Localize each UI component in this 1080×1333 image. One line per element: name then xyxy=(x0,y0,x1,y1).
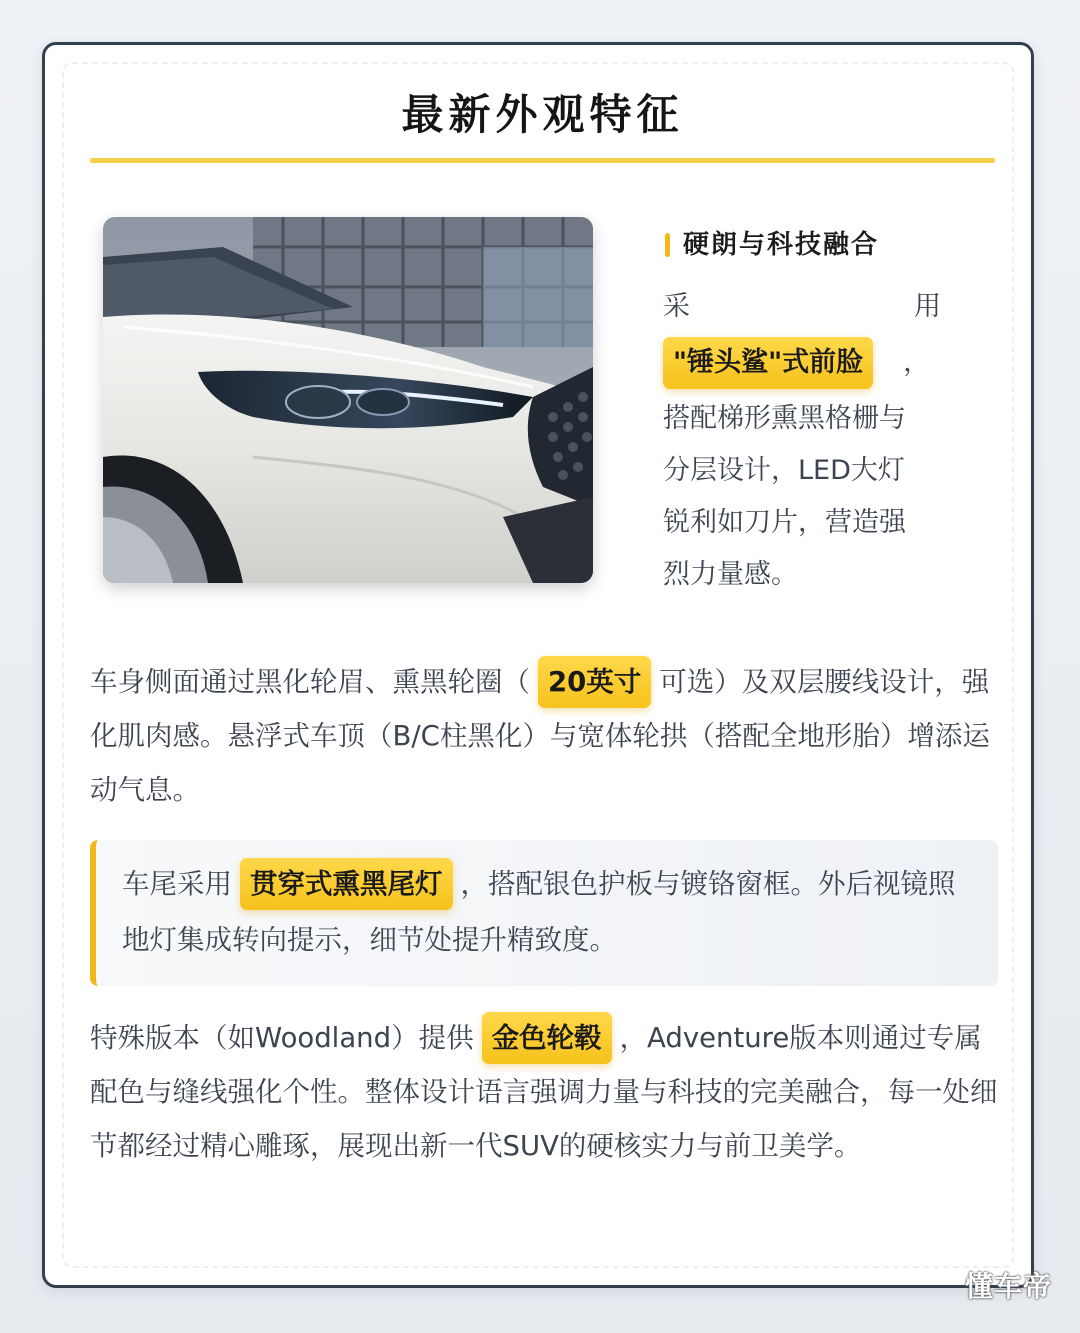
car-front-photo xyxy=(103,217,593,583)
front-face-highlight: "锤头鲨"式前脸 xyxy=(663,337,873,389)
paragraph3-text-before: 特殊版本（如Woodland）提供 xyxy=(90,1022,474,1054)
feature-line1-right: 用 xyxy=(914,291,941,322)
paragraph1-text-after: 可选）及双层腰线设计，强化肌肉感。悬浮式车顶（B/C柱黑化）与宽体轮拱（搭配全地形胎）增添运动气息。 xyxy=(90,666,990,806)
feature-description xyxy=(663,281,941,601)
quote-text-after: ，搭配银色护板与镀铬窗框。外后视镜照地灯集成转向提示，细节处提升精致度。 xyxy=(122,868,956,956)
rear-design-callout xyxy=(90,840,998,986)
feature-line-justified xyxy=(663,281,941,333)
title-underline xyxy=(90,158,995,163)
feature-line1-left: 采 xyxy=(663,291,690,322)
feature-line: 锐利如刀片，营造强 xyxy=(663,507,906,538)
paragraph3-text-after: ，Adventure版本则通过专属配色与缝线强化个性。整体设计语言强调力量与科技的完美融合，每一处细节都经过精心雕琢，展现出新一代SUV的硬核实力与前卫美学。 xyxy=(90,1022,998,1162)
quote-text-before: 车尾采用 xyxy=(122,868,232,900)
feature-highlight-row xyxy=(663,333,941,393)
article-card xyxy=(42,42,1034,1288)
special-edition-paragraph xyxy=(90,1011,998,1173)
wheel-size-highlight: 20英寸 xyxy=(538,656,651,708)
feature-line: 烈力量感。 xyxy=(663,559,798,590)
taillight-highlight: 贯穿式熏黑尾灯 xyxy=(240,858,453,910)
feature-line: 分层设计，LED大灯 xyxy=(663,455,905,486)
car-headlight-image xyxy=(103,217,593,583)
feature-heading: 硬朗与科技融合 xyxy=(663,227,879,263)
watermark-logo: 懂车帝 xyxy=(964,1270,1052,1303)
feature-comma: ， xyxy=(903,347,931,378)
gold-wheel-highlight: 金色轮毂 xyxy=(482,1012,612,1064)
paragraph1-text-before: 车身侧面通过黑化轮眉、熏黑轮圈（ xyxy=(90,666,530,698)
side-profile-paragraph xyxy=(90,655,998,817)
page-title: 最新外观特征 xyxy=(401,90,684,139)
feature-line: 搭配梯形熏黑格栅与 xyxy=(663,403,906,434)
